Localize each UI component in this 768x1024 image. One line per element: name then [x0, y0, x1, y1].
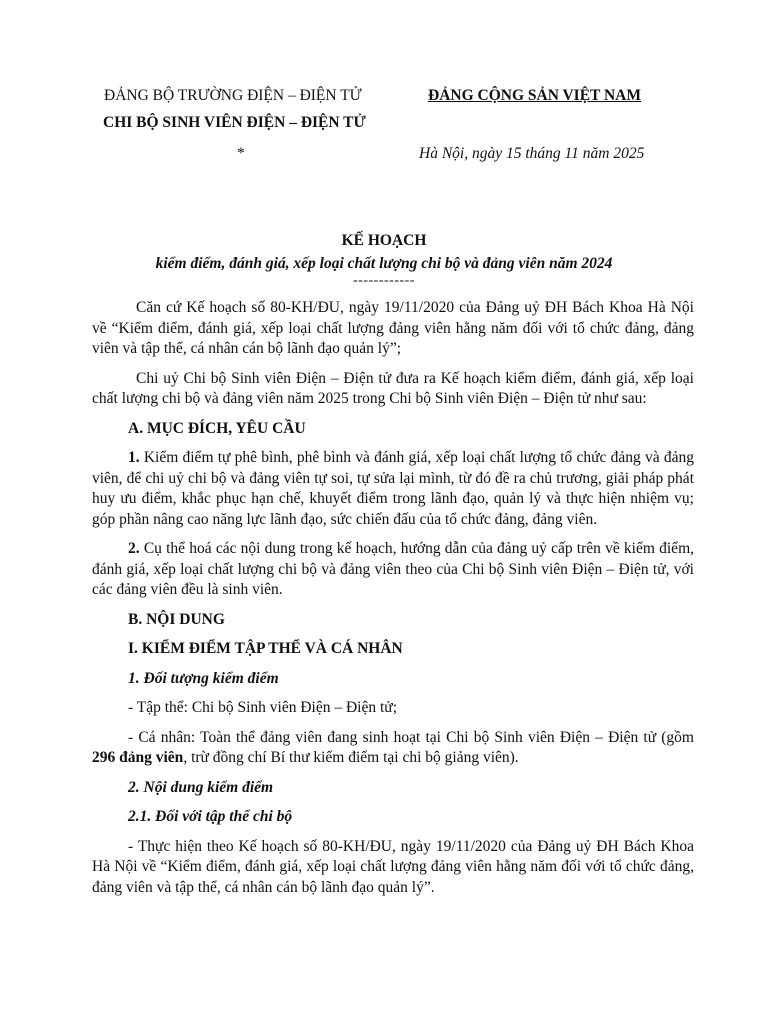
section-heading-b1: I. KIỂM ĐIỂM TẬP THỂ VÀ CÁ NHÂN — [128, 640, 403, 657]
paragraph-a2 — [92, 539, 694, 601]
paragraph-individual — [92, 728, 694, 769]
paragraph-basis: Căn cứ Kế hoạch số 80-KH/ĐU, ngày 19/11/2020 của Đảng uỷ ĐH Bách Khoa Hà Nội về “Kiểm điểm, đánh giá, xếp loại chất lượng đảng viên hằng năm đối với tổ chức đảng, đảng viên và tập thể, cá nhân cán bộ lãnh đạo quản lý”; — [92, 299, 694, 357]
subheading-2-1: 2.1. Đối với tập thể chi bộ — [128, 808, 293, 825]
item-text: Kiểm điểm tự phê bình, phê bình và đánh giá, xếp loại chất lượng tổ chức đảng và đảng viên, để chi uỷ chi bộ và đảng viên tự soi, tự sửa lại mình, từ đó đề ra chủ trương, giải pháp phát huy ưu điểm, khắc phục hạn chế, khuyết điểm trong lãnh đạo, quản lý và thực hiện nhiệm vụ; góp phần nâng cao năng lực lãnh đạo, sức chiến đấu của tổ chức đảng, đảng viên. — [92, 449, 694, 528]
party-committee-name: ĐẢNG BỘ TRƯỜNG ĐIỆN – ĐIỆN TỬ — [104, 87, 362, 104]
item-number: 2. — [128, 540, 140, 557]
branch-name: CHI BỘ SINH VIÊN ĐIỆN – ĐIỆN TỬ — [103, 114, 366, 131]
item-text: Cụ thể hoá các nội dung trong kế hoạch, hướng dẫn của đảng uỷ cấp trên về kiểm điểm, đánh giá, xếp loại chất lượng chi bộ và đảng viên theo của Chi bộ Sinh viên Điện – Điện tử, với các đảng viên đều là sinh viên. — [92, 540, 694, 598]
section-heading-b: B. NỘI DUNG — [128, 610, 225, 628]
document-date: Hà Nội, ngày 15 tháng 11 năm 2025 — [419, 145, 645, 162]
individual-text-start: - Cá nhân: Toàn thể đảng viên đang sinh hoạt tại Chi bộ Sinh viên Điện – Điện tử (gồm — [128, 728, 694, 746]
subheading-2: 2. Nội dung kiểm điểm — [128, 778, 274, 796]
paragraph-a1 — [92, 448, 694, 530]
paragraph-implementation: - Thực hiện theo Kế hoạch số 80-KH/ĐU, ngày 19/11/2020 của Đảng uỷ ĐH Bách Khoa Hà Nội về “Kiểm điểm, đánh giá, xếp loại chất lượng đảng viên hằng năm đối với tổ chức đảng, đảng viên và tập thể, cá nhân cán bộ lãnh đạo quản lý”. — [92, 837, 694, 896]
item-number: 1. — [128, 449, 140, 466]
party-name: ĐẢNG CỘNG SẢN VIỆT NAM — [428, 87, 642, 104]
title-divider: ------------ — [353, 273, 415, 288]
document-body — [92, 298, 694, 907]
paragraph-collective: - Tập thể: Chi bộ Sinh viên Điện – Điện tử; — [128, 699, 398, 716]
header-star: * — [237, 145, 245, 162]
paragraph-intro: Chi uỷ Chi bộ Sinh viên Điện – Điện tử đưa ra Kế hoạch kiểm điểm, đánh giá, xếp loại chất lượng chi bộ và đảng viên năm 2025 trong Chi bộ Sinh viên Điện – Điện tử như sau: — [92, 369, 694, 407]
subheading-1: 1. Đối tượng kiểm điểm — [128, 669, 279, 687]
document-subtitle: kiểm điểm, đánh giá, xếp loại chất lượng chi bộ và đảng viên năm 2024 — [155, 255, 613, 272]
section-heading-a: A. MỤC ĐÍCH, YÊU CẦU — [128, 419, 306, 437]
individual-text-end: , trừ đồng chí Bí thư kiểm điểm tại chi bộ giảng viên). — [183, 749, 519, 766]
member-count: 296 đảng viên — [92, 749, 184, 766]
document-title: KẾ HOẠCH — [341, 232, 427, 249]
